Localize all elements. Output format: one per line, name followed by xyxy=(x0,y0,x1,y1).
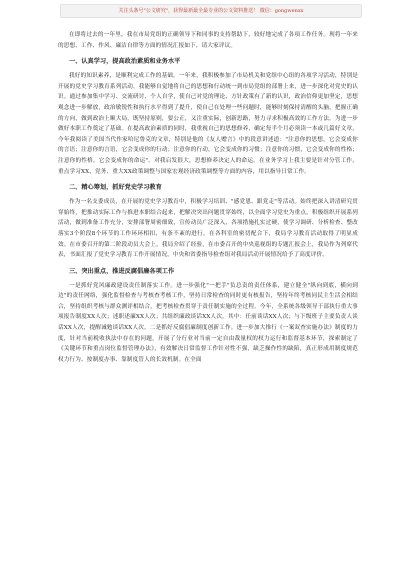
section-1-heading: 一、认真学习，提高政治素质和业务水平 xyxy=(69,58,181,66)
section-2-heading: 二、精心筹划，抓好党史学习教育 xyxy=(69,184,162,192)
intro-paragraph: 在即将过去的一年里，我在市局党组的正确领导下和同事的支持帮助下，较好地完成了各项工作任务。现将一年来的思想、工作、作风、廉洁自律等方面的情况汇报如下，请大家评议。 xyxy=(58,32,358,49)
section-2-paragraph: 作为一名支委成员，在开展的党史学习教育中，积极学习培训、"感党恩、跟党走"等活动。始终把深入讲清研究贯穿始终，把推动实际工作与推进本职结合起来，把解决突出问题贯穿始终，以全面学习党史为重点，积极组织开展系列活动，做到准备工作充分，安排部署周密细致，宣传动员广泛深入，各项措施扎实过硬，使学习调研、分析检查、整改落实3个阶段8个环节的工作环环相扣，有条不紊的进行。在各科室的密切配合下，我局学习教育活动取得了明显成效。在市委召开的第二阶段动员大会上，我局介绍了经验，在市委召开的中央巡视组的专题汇报会上，我局作为列席代表，书面汇报了党史学习教育工作开展情况，中央和省委指导检查组对我局活动开展情况给予了高度评价。 xyxy=(58,199,358,259)
document-body xyxy=(58,30,358,369)
section-3-heading: 三、突出重点，推进反腐倡廉各项工作 xyxy=(69,267,175,275)
section-3-paragraph: 一是抓好党风廉政建设责任制落实工作。进一步强化"一把手"负总责的责任体系，建立健全"纵向到底，横向到边"的责任网络，强化监督检查与考核查考核工作，坚持日常检查的同时更有核报告，坚持年终考核同民主生活会相结合，坚持组织考核与群众测评相结合，把考核检查贯穿于责任制实施的全过程。今年，全系统各级领导干部执行重大事项报告制度XX人次；述职述廉XX人次；共组织廉政谈话XX人次。其中：任前谈话XX人次；与下级班子主要负责人谈话XX人次，提醒诫勉谈话XX人次。二是抓好反腐倡廉制度创新工作。进一步加大推行《一案双查实施办法》制度的力度，针对当前税收执法中存在的问题，开展了分行业对当前一定自由裁量权的权力运行和监督基本环节，探索制定了《关键环节和重点岗位监督管理办法》，有效解决日常监督工作针对性不强，缺乏操作性的缺陷，真正形成用制度规范权力行为、按制度办事、靠制度管人的长效机制。在全面 xyxy=(58,282,358,363)
section-1-paragraph: 我好的知识素养，是顺利完成工作的基础。一年来，我积极参加了市局机关和党组中心组的各项学习活动，特别是开展的党史学习教育系列活动，我能够自觉地将自己的思想和行动统一到市局党组的部署上来，进一步深化对党史的认识。通过参加集中学习、交流研讨、个人自学，使自己对党的理论、方针政策有了新的认识，政治信仰更加坚定，思想观念进一步解放，政治敏锐性和执行水平得到了提升，使自己在处理一些问题时，能够时刻保持清醒的头脑，把握正确的方向，做到政治上顺大局，既坚持原则，要公正，又注重实际，创新思路，努力寻求积极高效的工作方法。为进一步做好本职工作奠定了基础。在提高政治素质的同时，我重视自己的思想修养，确定每半个月必须读一本或几篇好文章，今年我阅读了美国当代作家哈尼鲁克的文章，特别是他的《友人赠言》中的段意讲述道："注意你的思想，它会变成你的言语；注意你的言语，它会变成你的行动；注意你的行动，它会变成你的习惯；注意你的习惯，它会变成你的性格；注意你的性格，它会变成你的命运"。对我启发很大，思想修养决定人的命运。在业务学习上我主要是针对分管工作，重点学习XX、党务、重大XX政策调整与国家宏观经济政策调整等方面的内容，用以指导日常工作。 xyxy=(58,73,358,175)
promo-banner: 关注头条号"公文研究"，获得最新最全最专业的公文资料推送！ 微信：gongwenxx xyxy=(60,4,362,18)
